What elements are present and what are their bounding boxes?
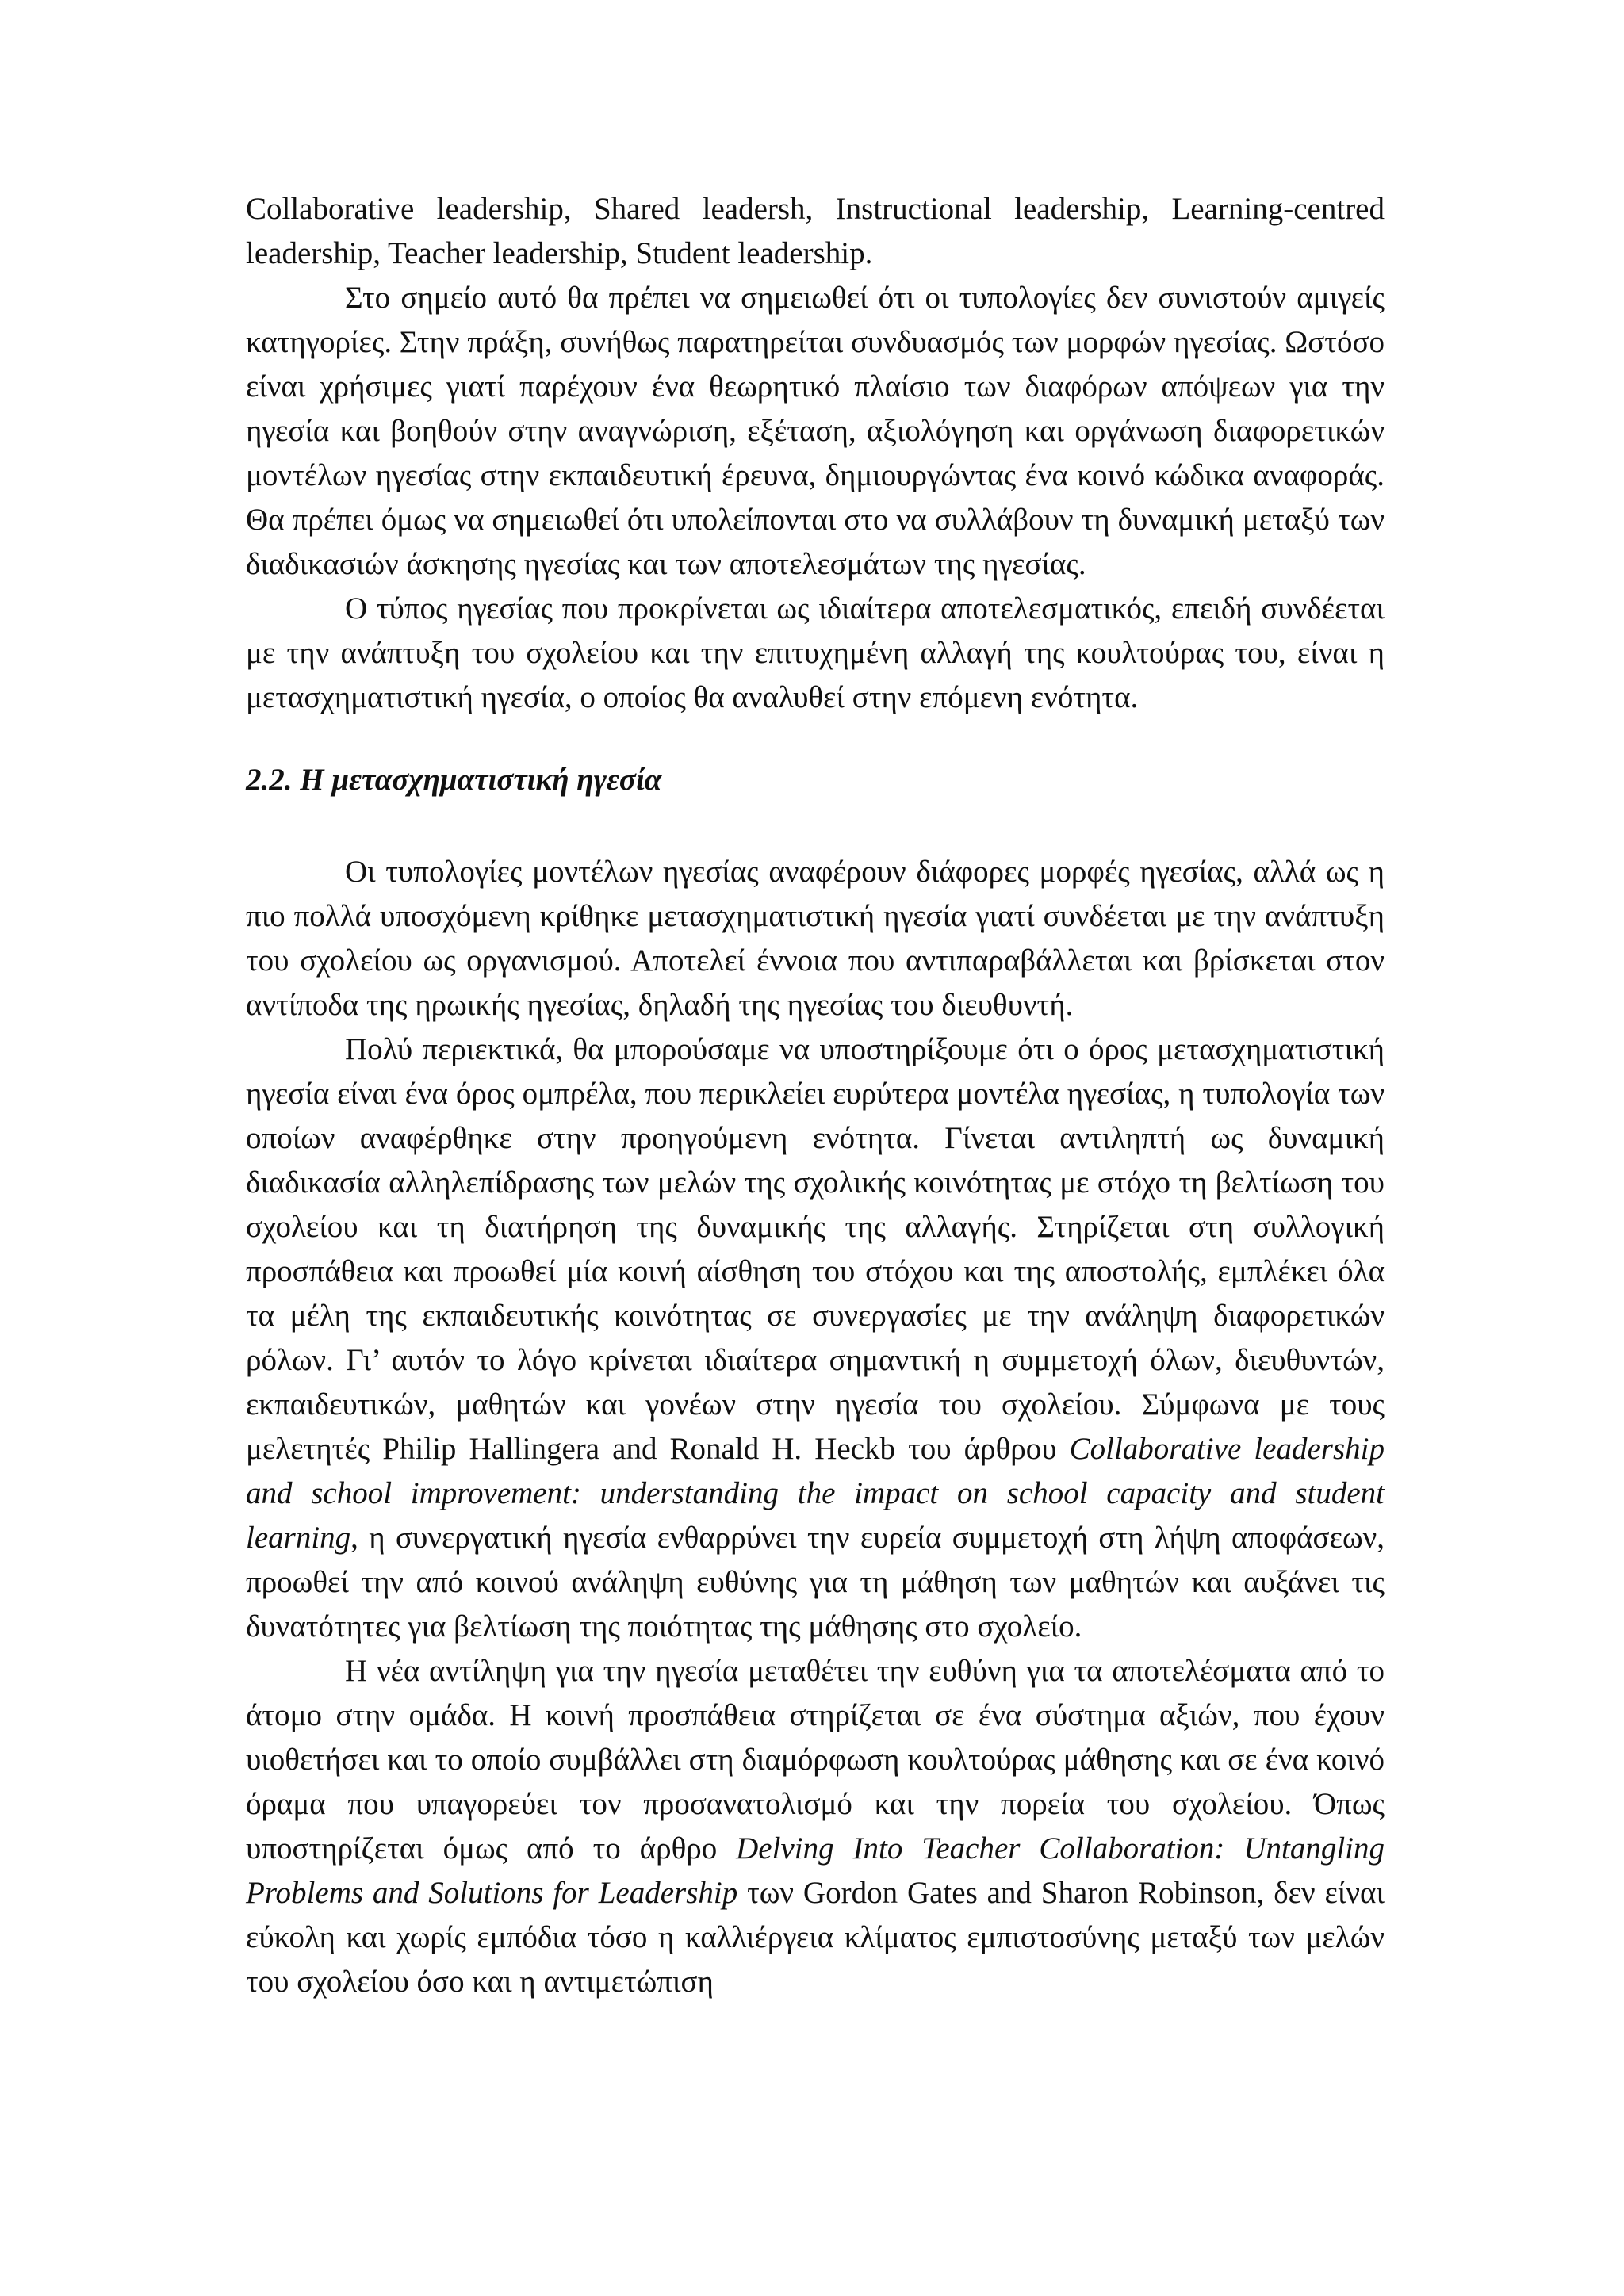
- paragraph-text: Πολύ περιεκτικά, θα μπορούσαμε να υποστηρίξουμε ότι ο όρος μετασχηματιστική ηγεσία είναι ένα όρος ομπρέλα, που περικλείει ευρύτερα μοντέλα ηγεσίας, η τυπολογία των οποίων αναφέρθηκε στην προηγούμενη ενότητα. Γίνεται αντιληπτή ως δυναμική διαδικασία αλληλεπίδρασης των μελών της σχολικής κοινότητας με στόχο τη βελτίωση του σχολείου και τη διατήρηση της δυναμικής της αλλαγής. Στηρίζεται στη συλλογική προσπάθεια και προωθεί μία κοινή αίσθηση του στόχου και της αποστολής, εμπλέκει όλα τα μέλη της εκπαιδευτικής κοινότητας σε συνεργασίες με την ανάληψη διαφορετικών ρόλων. Γι’ αυτόν το λόγο κρίνεται ιδιαίτερα σημαντική η συμμετοχή όλων, διευθυντών, εκπαιδευτικών, μαθητών και γονέων στην ηγεσία του σχολείου. Σύμφωνα με τους μελετητές Philip Hallingera and Ronald H. Heckb του άρθρου: [246, 1032, 1385, 1466]
- paragraph-text: Η νέα αντίληψη για την ηγεσία μεταθέτει την ευθύνη για τα αποτελέσματα από το άτομο στην ομάδα. Η κοινή προσπάθεια στηρίζεται σε ένα σύστημα αξιών, που έχουν υιοθετήσει και το οποίο συμβάλλει στη διαμόρφωση κουλτούρας μάθησης και σε ένα κοινό όραμα που υπαγορεύει τον προσανατολισμό και την πορεία του σχολείου. Όπως υποστηρίζεται όμως από το άρθρο: [246, 1654, 1385, 1866]
- article-title: Delving Into Teacher Collaboration: Untangling Problems and Solutions for Leadership: [246, 1831, 1385, 1910]
- article-title: Collaborative leadership and school improvement: understanding the impact on school capacity and student learning: [246, 1432, 1385, 1555]
- paragraph-leadership-types-list: Collaborative leadership, Shared leadersh, Instructional leadership, Learning-centred leadership, Teacher leadership, Student leadership.: [246, 192, 1385, 270]
- paragraph-transformational-intro: Ο τύπος ηγεσίας που προκρίνεται ως ιδιαίτερα αποτελεσματικός, επειδή συνδέεται με την ανάπτυξη του σχολείου και την επιτυχημένη αλλαγή της κουλτούρας του, είναι η μετασχηματιστική ηγεσία, ο οποίος θα αναλυθεί στην επόμενη ενότητα.: [246, 591, 1385, 714]
- paragraph-text: των Gordon Gates and Sharon Robinson, δεν είναι εύκολη και χωρίς εμπόδια τόσο η καλλιέργεια κλίματος εμπιστοσύνης μεταξύ των μελών του σχολείου όσο και η αντιμετώπιση: [246, 1876, 1385, 1999]
- paragraph-text: , η συνεργατική ηγεσία ενθαρρύνει την ευρεία συμμετοχή στη λήψη αποφάσεων, προωθεί την από κοινού ανάληψη ευθύνης για τη μάθηση των μαθητών και αυξάνει τις δυνατότητες για βελτίωση της ποιότητας της μάθησης στο σχολείο.: [246, 1521, 1385, 1644]
- paragraph-typologies-note: Στο σημείο αυτό θα πρέπει να σημειωθεί ότι οι τυπολογίες δεν συνιστούν αμιγείς κατηγορίες. Στην πράξη, συνήθως παρατηρείται συνδυασμός των μορφών ηγεσίας. Ωστόσο είναι χρήσιμες γιατί παρέχουν ένα θεωρητικό πλαίσιο των διαφόρων απόψεων για την ηγεσία και βοηθούν στην αναγνώριση, εξέταση, αξιολόγηση και οργάνωση διαφορετικών μοντέλων ηγεσίας στην εκπαιδευτική έρευνα, δημιουργώντας ένα κοινό κώδικα αναφοράς. Θα πρέπει όμως να σημειωθεί ότι υπολείπονται στο να συλλάβουν τη δυναμική μεταξύ των διαδικασιών άσκησης ηγεσίας και των αποτελεσμάτων της ηγεσίας.: [246, 281, 1385, 581]
- spacer: [246, 802, 1385, 850]
- paragraph-typologies-models: Οι τυπολογίες μοντέλων ηγεσίας αναφέρουν διάφορες μορφές ηγεσίας, αλλά ως η πιο πολλά υποσχόμενη κρίθηκε μετασχηματιστική ηγεσία γιατί συνδέεται με την ανάπτυξη του σχολείου ως οργανισμού. Αποτελεί έννοια που αντιπαραβάλλεται και βρίσκεται στον αντίποδα της ηρωικής ηγεσίας, δηλαδή της ηγεσίας του διευθυντή.: [246, 855, 1385, 1022]
- spacer: [246, 720, 1385, 758]
- document-page: [246, 187, 1385, 2004]
- paragraph-new-perception: [246, 1649, 1385, 2004]
- section-heading: 2.2. Η μετασχηματιστική ηγεσία: [246, 763, 662, 797]
- paragraph-umbrella-term: [246, 1027, 1385, 1649]
